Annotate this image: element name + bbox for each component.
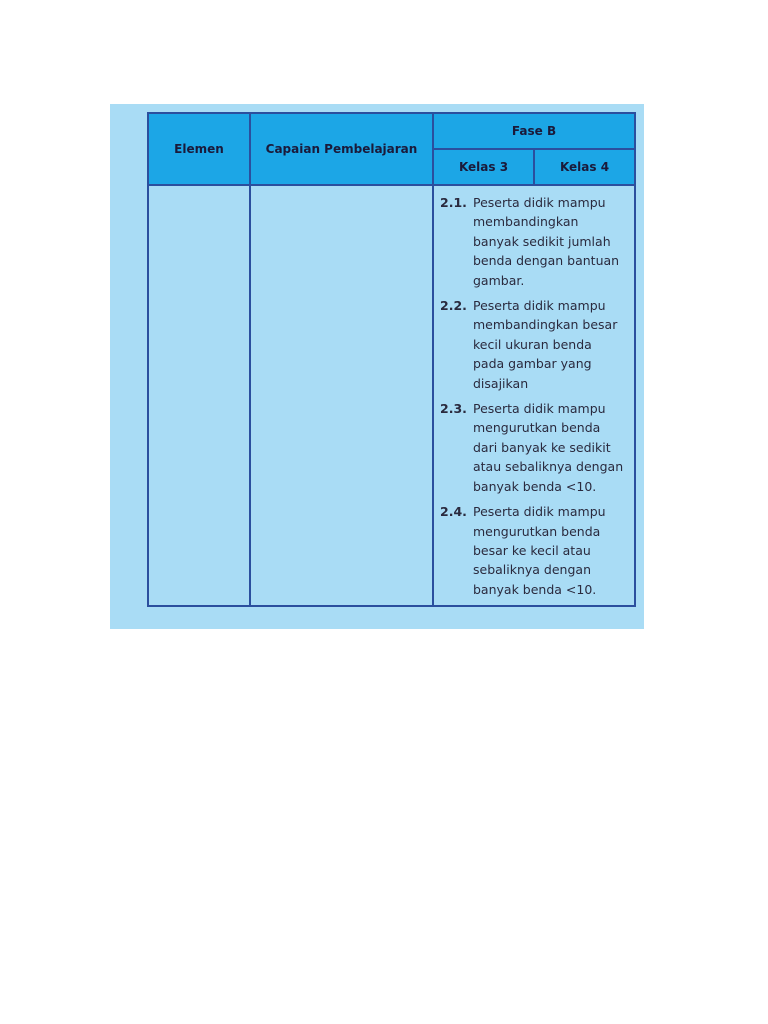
item-text: Peserta didik mampu membandingkan banyak sedikit jumlah benda dengan bantuan gambar. <box>473 195 620 288</box>
header-elemen: Elemen <box>148 113 250 185</box>
header-kelas-3: Kelas 3 <box>433 149 534 185</box>
list-item <box>440 399 626 496</box>
header-fase-b: Fase B <box>433 113 635 149</box>
cell-fase-b-content <box>433 185 635 606</box>
cell-elemen <box>148 185 250 606</box>
list-item <box>440 193 626 290</box>
list-item <box>440 502 626 599</box>
outcome-list <box>434 186 634 599</box>
header-kelas-4: Kelas 4 <box>534 149 635 185</box>
item-number: 2.1. <box>440 195 467 210</box>
learning-outcomes-table <box>147 112 636 607</box>
list-item <box>440 296 626 393</box>
item-number: 2.4. <box>440 504 467 520</box>
item-text: Peserta didik mampu mengurutkan benda besar ke kecil atau sebaliknya dengan banyak benda <10. <box>473 504 606 597</box>
item-number: 2.2. <box>440 298 467 314</box>
item-text: Peserta didik mampu membandingkan besar kecil ukuran benda pada gambar yang disajikan <box>473 298 618 391</box>
cell-capaian <box>250 185 433 606</box>
item-number: 2.3. <box>440 401 467 417</box>
header-capaian-pembelajaran: Capaian Pembelajaran <box>250 113 433 185</box>
item-text: Peserta didik mampu mengurutkan benda dari banyak ke sedikit atau sebaliknya dengan banyak benda <10. <box>473 401 624 494</box>
